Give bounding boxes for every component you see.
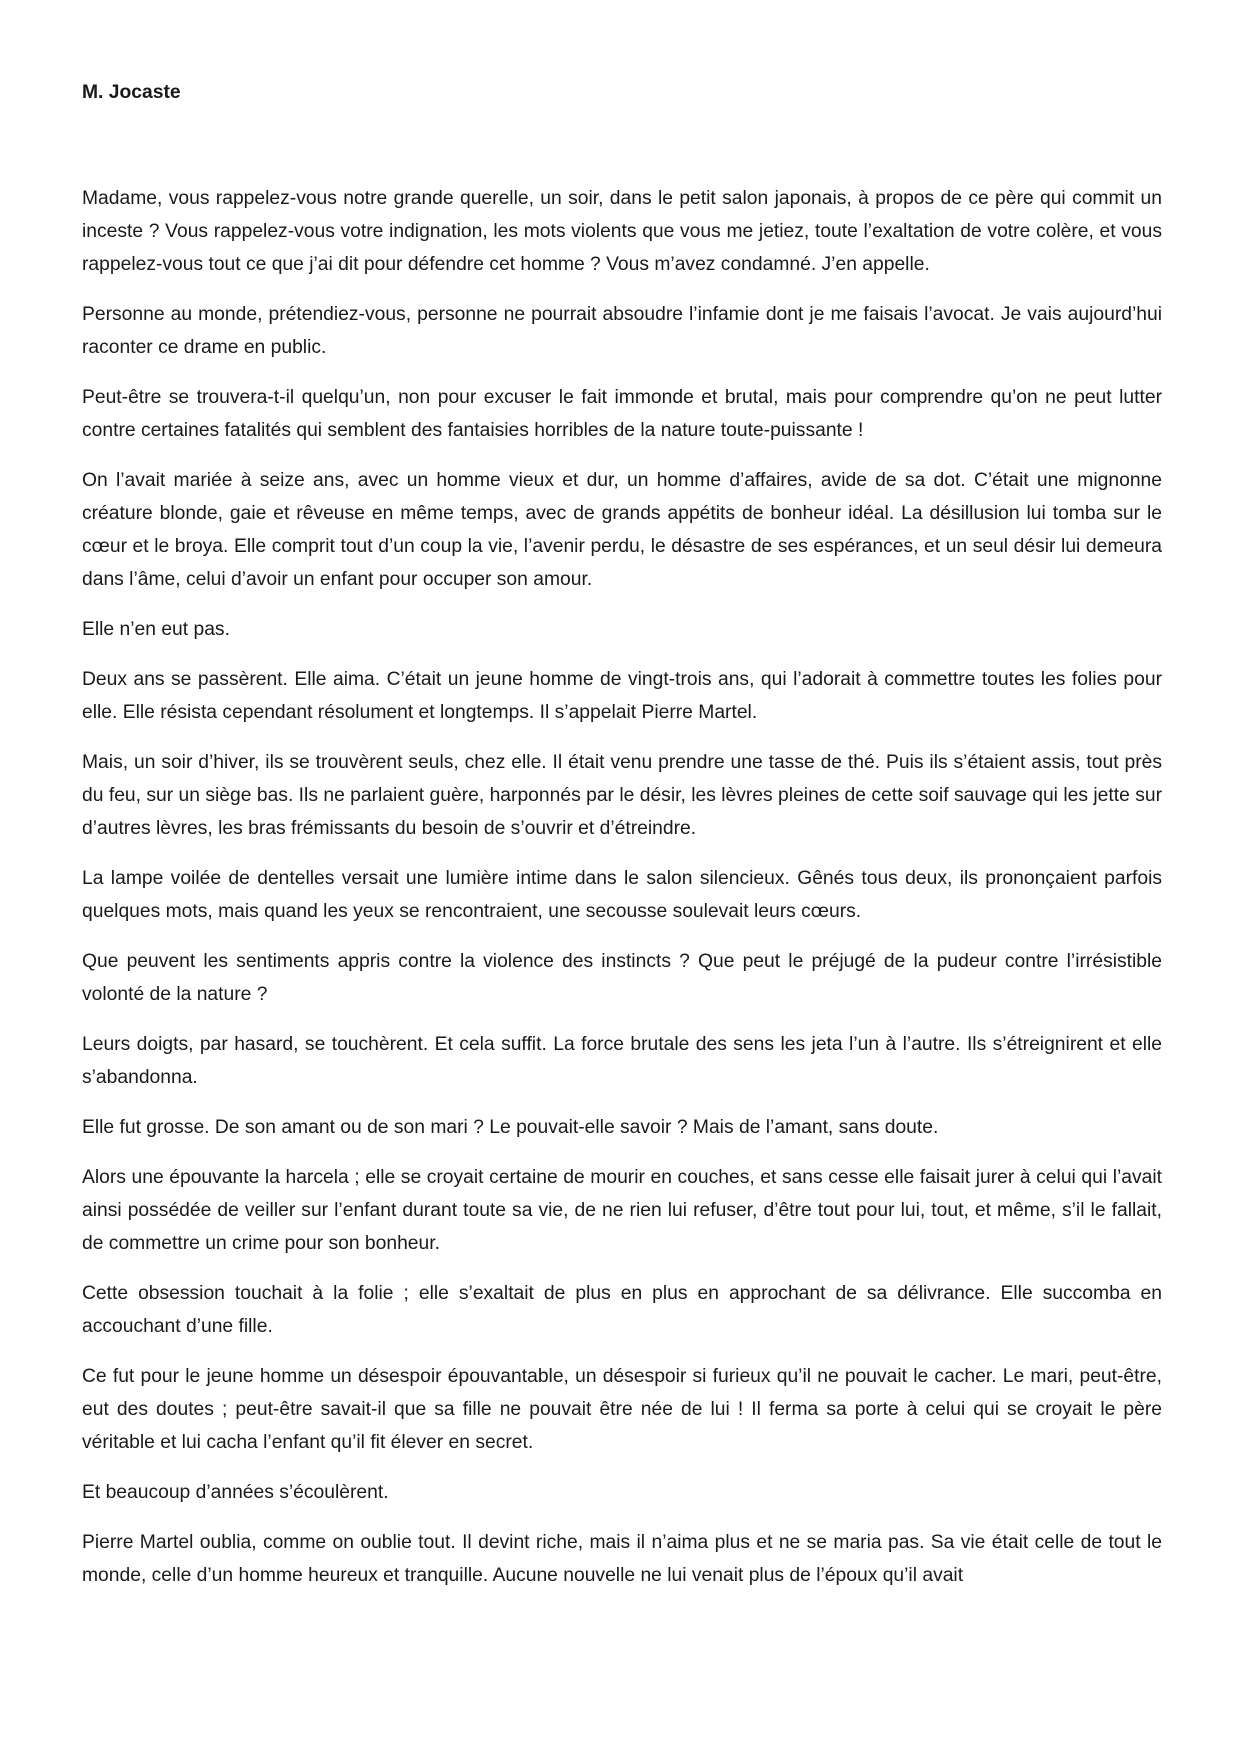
paragraph-11: Elle fut grosse. De son amant ou de son mari ? Le pouvait-elle savoir ? Mais de l’amant, sans doute. — [82, 1117, 939, 1138]
paragraph-3: Peut-être se trouvera-t-il quelqu’un, non pour excuser le fait immonde et brutal, mais pour comprendre qu’on ne peut lutter contre certaines fatalités qui semblent des fantaisies horribles de la nature toute-puissante ! — [82, 387, 1162, 441]
paragraph-9: Que peuvent les sentiments appris contre la violence des instincts ? Que peut le préjugé de la pudeur contre l’irrésistible volonté de la nature ? — [82, 951, 1162, 1005]
paragraph-15: Et beaucoup d’années s’écoulèrent. — [82, 1482, 389, 1503]
paragraph-5: Elle n’en eut pas. — [82, 619, 230, 640]
paragraph-2: Personne au monde, prétendiez-vous, personne ne pourrait absoudre l’infamie dont je me faisais l’avocat. Je vais aujourd’hui raconter ce drame en public. — [82, 304, 1162, 358]
paragraph-16: Pierre Martel oublia, comme on oublie tout. Il devint riche, mais il n’aima plus et ne se maria pas. Sa vie était celle de tout le monde, celle d’un homme heureux et tranquille. Aucune nouvelle ne lui venait plus de l’époux qu’il avait — [82, 1532, 1162, 1586]
paragraph-7: Mais, un soir d’hiver, ils se trouvèrent seuls, chez elle. Il était venu prendre une tasse de thé. Puis ils s’étaient assis, tout près du feu, sur un siège bas. Ils ne parlaient guère, harponnés par le désir, les lèvres pleines de cette soif sauvage qui les jette sur d’autres lèvres, les bras frémissants du besoin de s’ouvrir et d’étreindre. — [82, 752, 1162, 839]
paragraph-13: Cette obsession touchait à la folie ; elle s’exaltait de plus en plus en approchant de sa délivrance. Elle succomba en accouchant d’une fille. — [82, 1283, 1162, 1337]
paragraph-8: La lampe voilée de dentelles versait une lumière intime dans le salon silencieux. Gênés tous deux, ils prononçaient parfois quelques mots, mais quand les yeux se rencontraient, une secousse soulevait leurs cœurs. — [82, 868, 1162, 922]
paragraph-14: Ce fut pour le jeune homme un désespoir épouvantable, un désespoir si furieux qu’il ne pouvait le cacher. Le mari, peut-être, eut des doutes ; peut-être savait-il que sa fille ne pouvait être née de lui ! Il ferma sa porte à celui qui se croyait le père véritable et lui cacha l’enfant qu’il fit élever en secret. — [82, 1366, 1162, 1453]
paragraph-1: Madame, vous rappelez-vous notre grande querelle, un soir, dans le petit salon japonais, à propos de ce père qui commit un inceste ? Vous rappelez-vous votre indignation, les mots violents que vous me jetiez, toute l’exaltation de votre colère, et vous rappelez-vous tout ce que j’ai dit pour défendre cet homme ? Vous m’avez condamné. J’en appelle. — [82, 188, 1162, 275]
paragraph-4: On l’avait mariée à seize ans, avec un homme vieux et dur, un homme d’affaires, avide de sa dot. C’était une mignonne créature blonde, gaie et rêveuse en même temps, avec de grands appétits de bonheur idéal. La désillusion lui tomba sur le cœur et le broya. Elle comprit tout d’un coup la vie, l’avenir perdu, le désastre de ses espérances, et un seul désir lui demeura dans l’âme, celui d’avoir un enfant pour occuper son amour. — [82, 470, 1162, 590]
paragraph-6: Deux ans se passèrent. Elle aima. C’était un jeune homme de vingt-trois ans, qui l’adorait à commettre toutes les folies pour elle. Elle résista cependant résolument et longtemps. Il s’appelait Pierre Martel. — [82, 669, 1162, 723]
paragraph-10: Leurs doigts, par hasard, se touchèrent. Et cela suffit. La force brutale des sens les jeta l’un à l’autre. Ils s’étreignirent et elle s’abandonna. — [82, 1034, 1162, 1088]
document-page — [82, 78, 1162, 1609]
paragraph-12: Alors une épouvante la harcela ; elle se croyait certaine de mourir en couches, et sans cesse elle faisait jurer à celui qui l’avait ainsi possédée de veiller sur l’enfant durant toute sa vie, de ne rien lui refuser, d’être tout pour lui, tout, et même, s’il le fallait, de commettre un crime pour son bonheur. — [82, 1167, 1162, 1254]
document-title: M. Jocaste — [82, 82, 181, 103]
